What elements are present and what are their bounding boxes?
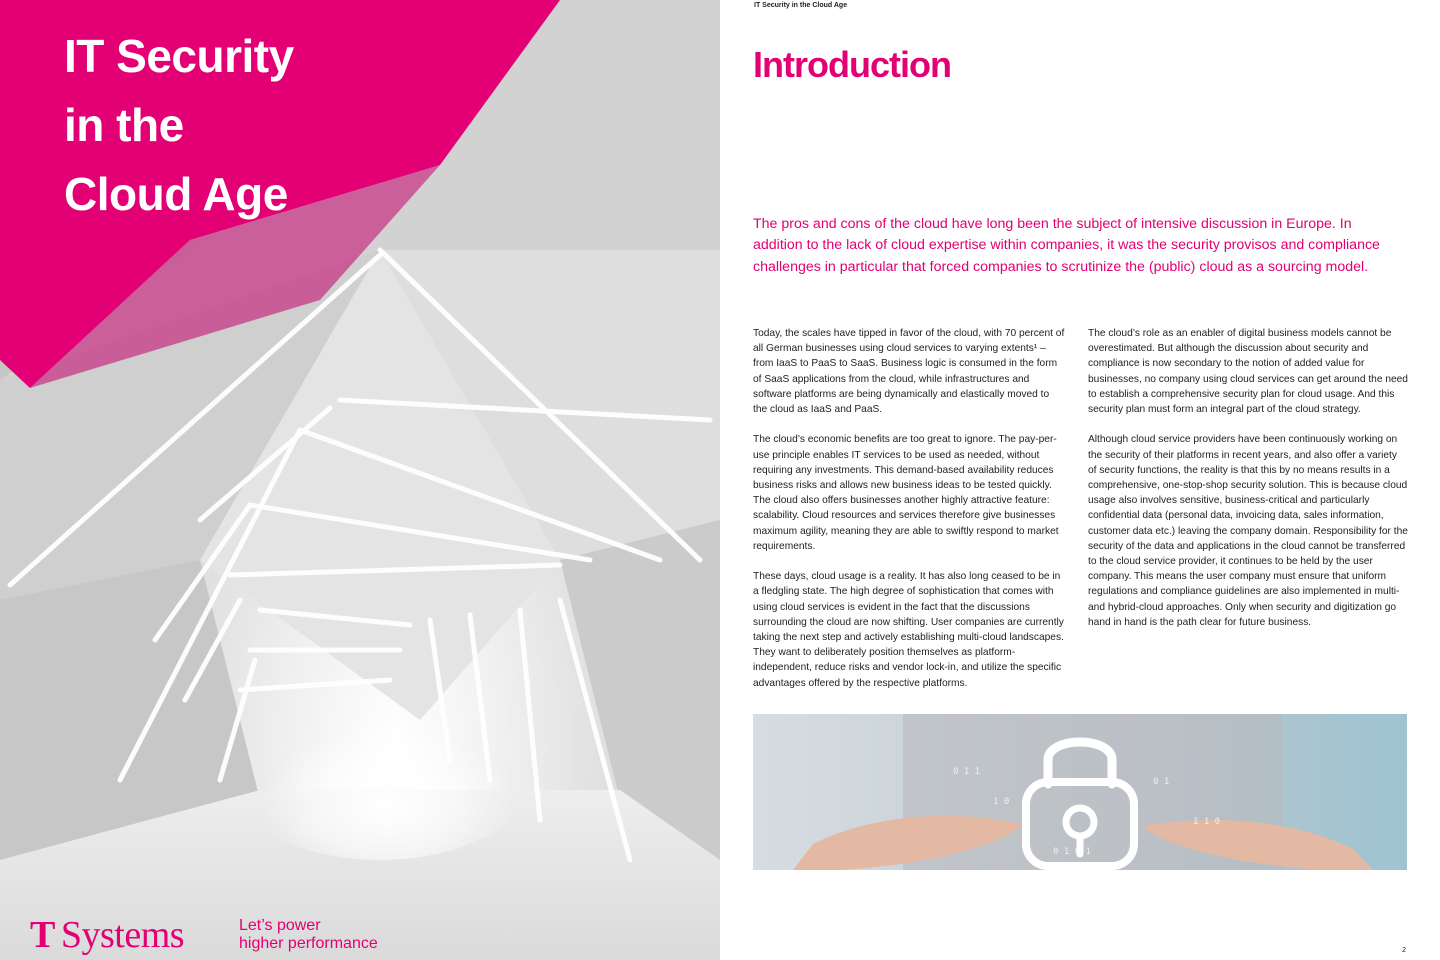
cover-title: [64, 22, 484, 229]
padlock-icon: [1000, 714, 1160, 870]
body-paragraph: The cloud’s role as an enabler of digital business models cannot be overestimated. But although the discussion about security and compliance is now secondary to the notion of added value for businesses, no company using cloud services can get around the need to establish a comprehensive security plan for cloud usage. And this security plan must form an integral part of the cloud strategy.: [1088, 328, 1408, 416]
cover-title-line: Cloud Age: [64, 168, 288, 220]
tagline-line: Let’s power: [239, 917, 321, 934]
svg-text:1 0: 1 0: [993, 797, 1010, 807]
body-column-left: [753, 326, 1065, 691]
body-paragraph: Although cloud service providers have been continuously working on the security of their platforms in recent years, and also offer a variety of security functions, the reality is that this by no means results in a comprehensive, one-stop-shop security solution. This is because cloud usage also involves sensitive, business-critical and particularly confidential data (personal data, invoicing data, sales information, customer data etc.) leaving the company domain. Responsibility for the security of the data and applications in the cloud cannot be transferred to the cloud service provider, it continues to be held by the user company. This means the user company must ensure that uniform regulations and compliance guidelines are also implemented in multi- and hybrid-cloud approaches. Only when security and digitization go hand in hand is the path clear for future business.: [1088, 434, 1408, 628]
body-paragraph: These days, cloud usage is a reality. It has also long ceased to be in a fledgling state. The high degree of sophistication that comes with using cloud services is evident in the fact that the discussions surrounding the cloud are now shifting. User companies are currently taking the next step and actively establishing multi-cloud landscapes. They want to deliberately position themselves as platform-independent, reduce risks and vendor lock-in, and utilize the specific advantages offered by the respective platforms.: [753, 571, 1064, 689]
t-logo-mark: T: [30, 914, 55, 956]
introduction-page: [720, 0, 1440, 960]
t-systems-logo: [30, 912, 184, 958]
svg-text:0 1 1: 0 1 1: [953, 767, 981, 777]
page-number: 2: [1402, 947, 1406, 954]
tagline-line: higher performance: [239, 935, 378, 952]
cover-title-line: IT Security: [64, 30, 294, 82]
body-paragraph: The cloud’s economic benefits are too great to ignore. The pay-per-use principle enables IT services to be used as needed, without requiring any investments. This demand-based availability reduces business risks and allows new business ideas to be tested quickly. The cloud also offers businesses another highly attractive feature: scalability. Cloud resources and services therefore give businesses maximum agility, meaning they are able to swiftly respond to market requirements.: [753, 434, 1059, 552]
brand-tagline: [239, 917, 378, 953]
svg-text:0 1: 0 1: [1153, 777, 1170, 787]
brand-block: [30, 912, 430, 958]
body-column-right: [1088, 326, 1408, 630]
hero-image: [753, 714, 1407, 870]
lead-paragraph: The pros and cons of the cloud have long been the subject of intensive discussion in Europe. In addition to the lack of cloud expertise within companies, it was the security provisos and compliance challenges in particular that forced companies to scrutinize the (public) cloud as a sourcing model.: [753, 216, 1380, 275]
cover-title-line: in the: [64, 99, 184, 151]
logo-wordmark: Systems: [60, 914, 185, 956]
svg-text:1 1 0: 1 1 0: [1193, 817, 1221, 827]
page-title: Introduction: [753, 44, 951, 85]
svg-text:0 1 0 1: 0 1 0 1: [1053, 847, 1091, 857]
body-paragraph: Today, the scales have tipped in favor of the cloud, with 70 percent of all German businesses using cloud services to varying extents¹ – from IaaS to PaaS to SaaS. Business logic is consumed in the form of SaaS applications from the cloud, while infrastructures and software platforms are being dynamically and elastically moved to the cloud as IaaS and PaaS.: [753, 328, 1065, 416]
running-header: IT Security in the Cloud Age: [754, 2, 848, 9]
